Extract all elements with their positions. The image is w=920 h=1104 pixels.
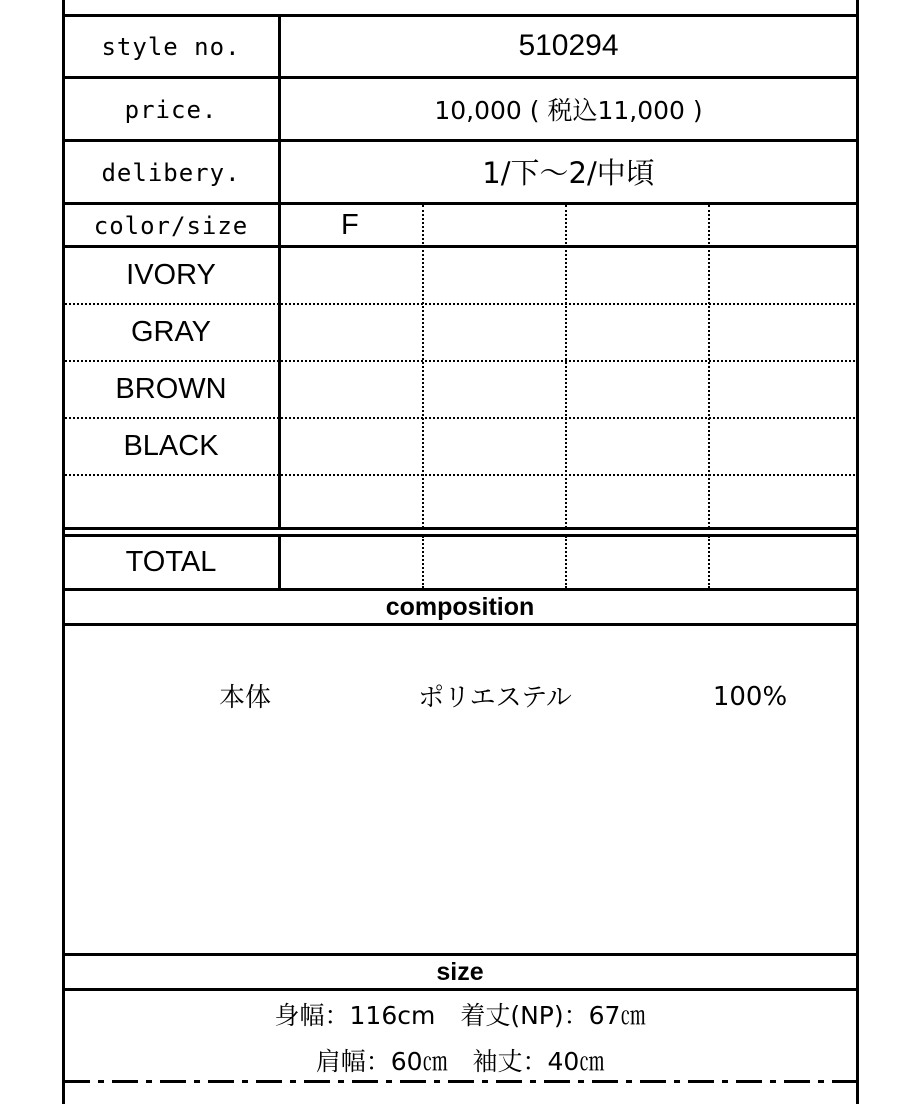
total-col-divider-2 (565, 536, 567, 588)
size-column-f: F (341, 208, 359, 241)
right-border (856, 0, 859, 1104)
cut-line (64, 1080, 859, 1083)
delivery-label: delibery. (101, 158, 241, 187)
delivery-value: 1/下～2/中頃 (482, 156, 655, 190)
total-label: TOTAL (125, 546, 217, 578)
size-line-1: 身幅：116cm 着丈(NP)：67㎝ (274, 1001, 646, 1030)
total-col-divider-3 (708, 536, 710, 588)
composition-material: ポリエステル (418, 682, 572, 713)
color-row-gray: GRAY (130, 316, 212, 348)
composition-title: composition (385, 592, 535, 621)
size-title: size (436, 957, 484, 986)
style-value: 510294 (518, 28, 619, 62)
size-line-2: 肩幅：60㎝ 袖丈：40㎝ (315, 1047, 605, 1076)
composition-part: 本体 (218, 682, 271, 713)
size-col-divider-3 (708, 205, 710, 528)
style-label: style no. (101, 32, 241, 61)
color-row-ivory: IVORY (126, 259, 216, 291)
size-col-divider-1 (422, 205, 424, 528)
total-col-divider-1 (422, 536, 424, 588)
size-column-3 (567, 205, 708, 245)
size-column-2 (424, 205, 565, 245)
total-label-divider (278, 536, 281, 588)
price-label: price. (124, 95, 218, 124)
color-row-black: BLACK (123, 430, 219, 462)
size-col-divider-2 (565, 205, 567, 528)
color-row-brown: BROWN (115, 373, 227, 405)
rule-composition-title (62, 623, 859, 626)
color-row-empty (64, 476, 278, 527)
size-column-4 (710, 205, 856, 245)
colorsize-label: color/size (93, 212, 249, 240)
price-value: 10,000 ( 税込11,000 ) (434, 95, 703, 125)
rule-size-title (62, 988, 859, 991)
composition-percent: 100% (712, 682, 788, 712)
rule-table-end (62, 527, 859, 530)
